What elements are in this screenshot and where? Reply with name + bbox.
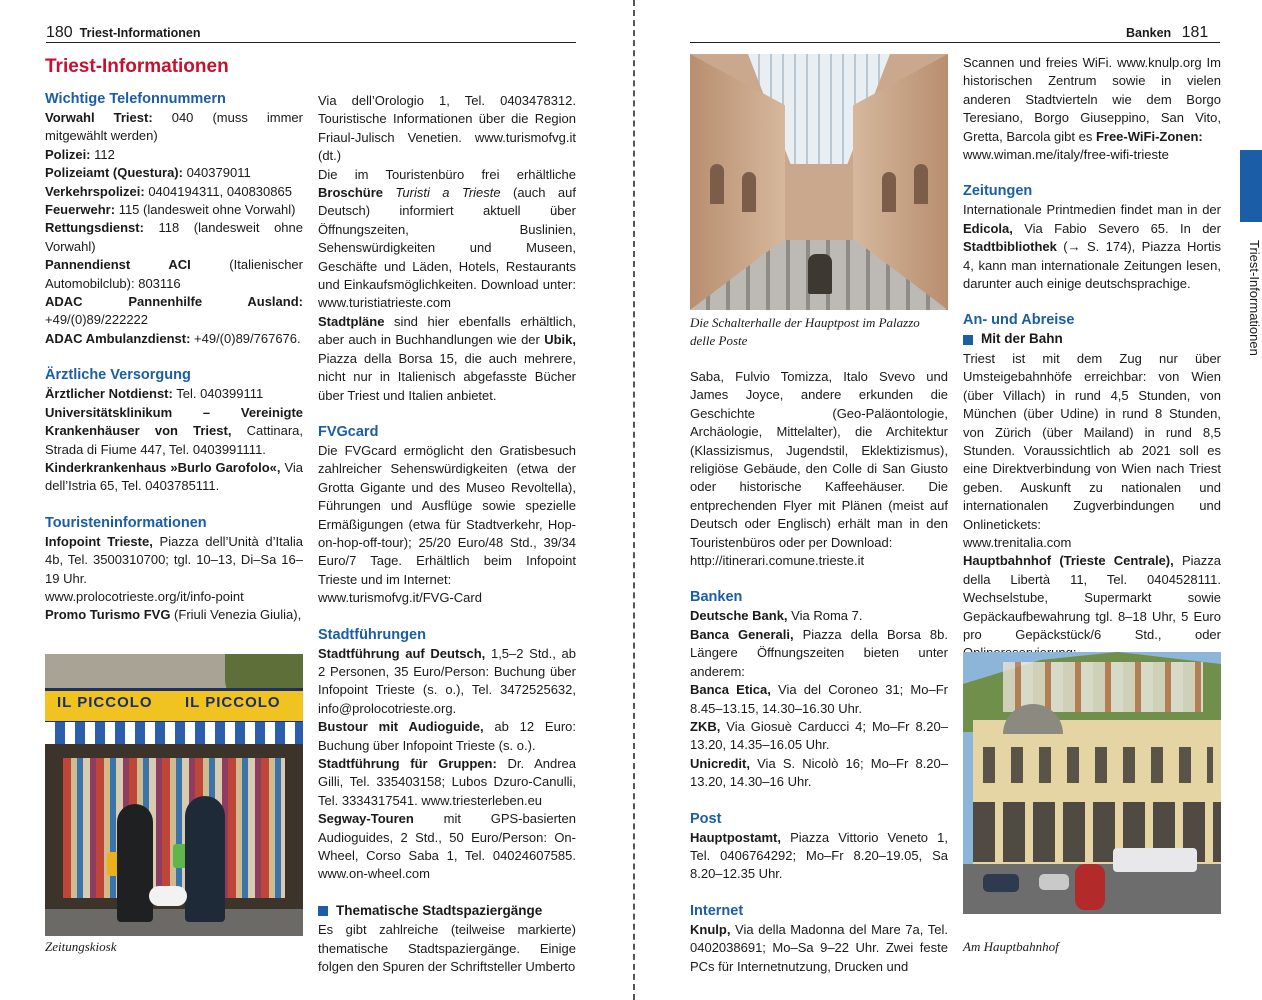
- kiosk-magazines: [63, 758, 285, 898]
- internet-continued: Scannen und freies WiFi. www.knulp.org Im historischen Zentrum sowie in vielen anderen Stadtvierteln wie dem Borgo Teresiano, Borgo Giuseppino, San Vito, Gretta, Barcola gibt es Free-WiFi-Zonen:: [963, 55, 1221, 144]
- kiosk-caption: Zeitungskiosk: [45, 939, 117, 954]
- phone-entry: Polizei: 112: [45, 146, 115, 162]
- phone-entry: Polizeiamt (Questura): 040379011: [45, 165, 251, 181]
- phone-entry: Vorwahl Triest: 040 (muss immer mitgewählt werden): [45, 110, 303, 144]
- kiosk-sign-text-2: IL PICCOLO: [185, 694, 281, 711]
- photo-car: [1039, 874, 1069, 890]
- phone-entry: Feuerwehr: 115 (landesweit ohne Vorwahl): [45, 202, 296, 218]
- post-hall-caption: Die Schalterhalle der Hauptpost im Palazzo delle Poste: [690, 315, 920, 348]
- station-windows: [983, 747, 1213, 783]
- phone-entry: Verkehrspolizei: 0404194311, 040830865: [45, 183, 292, 199]
- phone-entry: ADAC Ambulanzdienst: +49/(0)89/767676.: [45, 330, 301, 346]
- city-maps-paragraph: Stadtpläne sind hier ebenfalls erhältlich, aber auch in Buchhandlungen wie der Ubik, Piazza della Borsa 15, die auch mehrere, nicht nur in Italienisch abgefasste Bücher über Triest und Italien anbietet.: [318, 313, 576, 403]
- kiosk-sign-text: IL PICCOLO: [57, 694, 153, 711]
- hall-arch: [914, 164, 928, 204]
- medical-entry: Kinderkrankenhaus »Burlo Garofolo«, Via dell’Istria 65, Tel. 0403785111.: [45, 459, 303, 494]
- hall-arch: [882, 172, 896, 212]
- themed-walks-text: Es gibt zahlreiche (teilweise markierte) thematische Stadtspaziergänge. Einige folgen den Spuren der Schriftsteller Umberto: [318, 922, 576, 975]
- right-running-head: [1126, 24, 1208, 42]
- itinerari-url: http://itinerari.comune.trieste.it: [690, 553, 865, 569]
- photo-ground: [45, 909, 303, 936]
- bank-entry: Banca Generali, Piazza della Borsa 8b. Längere Öffnungszeiten bieten unter anderem:: [690, 626, 948, 679]
- train-text: Triest ist mit dem Zug nur über Umsteigebahnhöfe erreichbar: von Wien (über Villach) in rund 4,5 Stunden, von München (über Udine) in rund 8 Stunden, von Zürich (über Mailand) in rund 8,5 Stunden. Voraussichtlich ab 2021 soll es eine Direktverbindung von Wien nach Triest geben. Auskunft zu nationalen und internationalen Zugverbindungen und Onlinetickets:: [963, 350, 1221, 532]
- medical-heading: Ärztliche Versorgung: [45, 367, 191, 384]
- tour-entry: Stadtführung auf Deutsch, 1,5–2 Std., ab 2 Personen, 35 Euro/Person: Buchung über Infopoint Trieste (s. o.), Tel. 3472525632, info@prolocotrieste.org.: [318, 645, 576, 716]
- infopoint-url: www.prolocotrieste.org/it/info-point: [45, 588, 244, 604]
- phone-entry: ADAC Pannenhilfe Ausland: +49/(0)89/222222: [45, 294, 303, 328]
- head-rule-left: [46, 42, 576, 43]
- phone-heading: Wichtige Telefonnummern: [45, 91, 226, 107]
- running-head-title-left: Triest-Informationen: [79, 26, 201, 40]
- left-running-head: [46, 24, 201, 42]
- chapter-title: Triest-Informationen: [45, 56, 229, 77]
- post-heading: Post: [690, 810, 722, 827]
- photo-scooter: [1075, 864, 1105, 910]
- book-gutter: [633, 0, 635, 1000]
- infopoint-entry: Infopoint Trieste, Piazza dell’Unità d’Italia 4b, Tel. 3500310700; tgl. 10–13, Di–Sa 16–19 Uhr.: [45, 533, 304, 586]
- right-column-1: [690, 368, 948, 976]
- tour-entry: Bustour mit Audioguide, ab 12 Euro: Buchung über Infopoint Trieste (s. o.).: [318, 719, 577, 753]
- promo-entry: Promo Turismo FVG (Friuli Venezia Giulia),: [45, 607, 302, 623]
- kiosk-photo: [45, 654, 303, 936]
- post-entry: Hauptpostamt, Piazza Vittorio Veneto 1, Tel. 0406764292; Mo–Fr 8.20–19.05, Sa 8.20–12.35 Uhr.: [690, 829, 948, 882]
- hall-people: [808, 254, 832, 294]
- right-column-2: [963, 54, 1221, 681]
- bank-entry: Unicredit, Via S. Nicolò 16; Mo–Fr 8.20–13.20, 14.30–16 Uhr.: [690, 755, 948, 790]
- station-caption: Am Hauptbahnhof: [963, 939, 1059, 954]
- station-photo: [963, 652, 1221, 914]
- fvgcard-url: www.turismofvg.it/FVG-Card: [318, 590, 482, 606]
- newspapers-text: Internationale Printmedien findet man in der Edicola, Via Fabio Severo 65. In der Stadtbibliothek (→ S. 174), Piazza Hortis 4, kann man internationale Zeitungen lesen, darunter auch einige deutschsprachige.: [963, 202, 1221, 292]
- fvgcard-text: Die FVGcard ermöglicht den Gratisbesuch zahlreicher Sehenswürdigkeiten (etwa der Grotta Gigante und des Museo Revoltella), Führungen und Ausflüge sowie spezielle Ermäßigungen (etwa für Stadtverkehr, Hop-on-hop-off-tour); 25/20 Euro/48 Std., 39/34 Euro/7 Tage. Erhältlich beim Infopoint Trieste und im Internet:: [318, 442, 576, 587]
- chapter-side-label: Triest-Informationen: [1247, 240, 1262, 356]
- tourist-info-continued: Via dell’Orologio 1, Tel. 0403478312. Touristische Informationen über die Region Friaul-Julisch Venetien. www.turismofvg.it (dt.): [318, 93, 576, 164]
- chapter-thumb-tab: [1240, 150, 1262, 222]
- left-column-2: [318, 92, 576, 976]
- newspapers-heading: Zeitungen: [963, 183, 1033, 200]
- fvgcard-heading: FVGcard: [318, 423, 379, 440]
- by-train-subheading: Mit der Bahn: [963, 330, 1221, 348]
- photo-person: [185, 796, 225, 922]
- phone-entry: Rettungsdienst: 118 (landesweit ohne Vorwahl): [45, 220, 303, 254]
- internet-entry: Knulp, Via della Madonna del Mare 7a, Tel. 0402038691; Mo–Sa 9–22 Uhr. Zwei feste PCs für Internetnutzung, Drucken und: [690, 921, 948, 974]
- left-column-1: [45, 56, 303, 625]
- travel-heading: An- und Abreise: [963, 312, 1075, 329]
- square-bullet-icon: [318, 906, 328, 916]
- banks-heading: Banken: [690, 589, 743, 606]
- kiosk-awning: [45, 722, 303, 744]
- city-tours-heading: Stadtführungen: [318, 626, 426, 643]
- photo-dog: [149, 886, 187, 906]
- bank-entry: Banca Etica, Via del Coroneo 31; Mo–Fr 8.45–13.15, 14.30–16.30 Uhr.: [690, 682, 948, 716]
- head-rule-right: [690, 42, 1220, 43]
- hall-arch: [710, 164, 724, 204]
- photo-bus: [1113, 848, 1197, 872]
- bank-entry: Deutsche Bank, Via Roma 7.: [690, 608, 863, 624]
- internet-heading: Internet: [690, 902, 744, 919]
- main-station-entry: Hauptbahnhof (Trieste Centrale), Piazza della Libertà 11, Tel. 0404528111. Wechselstube, Supermarkt sowie Gepäckaufbewahrung tgl. 8–18 Uhr, 5 Euro pro Gepäckstück/6 Std., oder: [963, 553, 1221, 642]
- page-number-right: 181: [1181, 24, 1209, 41]
- medical-entry: Universitätsklinikum – Vereinigte Krankenhäuser von Triest, Cattinara, Strada di Fiume 447, Tel. 0403991111.: [45, 404, 303, 457]
- phone-entry: Pannendienst ACI (Italienischer Automobilclub): 803116: [45, 257, 303, 291]
- square-bullet-icon: [963, 335, 973, 345]
- themed-walks-subheading: Thematische Stadtspaziergänge: [318, 902, 576, 920]
- tourist-info-heading: Touristeninformationen: [45, 514, 207, 531]
- tour-entry: Segway-Touren mit GPS-basierten Audioguides, 2 Std., 50 Euro/Person: On-Wheel, Corso Saba 1, Tel. 04024607585. www.on-wheel.com: [318, 811, 576, 882]
- page-number-left: 180: [46, 24, 73, 41]
- bank-entry: ZKB, Via Giosuè Carducci 4; Mo–Fr 8.20–13.20, 14.35–16.05 Uhr.: [690, 718, 948, 753]
- trenitalia-url: www.trenitalia.com: [963, 534, 1072, 550]
- hall-arch: [742, 172, 756, 212]
- brochure-paragraph: Die im Touristenbüro frei erhältliche Broschüre Turisti a Trieste (auch auf Deutsch) informiert aktuell über Öffnungszeiten, Buslinien, Sehenswürdigkeiten und Museen, Geschäfte und Läden, Hotels, Restaurants und Einkaufsmöglichkeiten. Download unter: www.turistiatrieste.com: [318, 166, 576, 311]
- running-head-title-right: Banken: [1126, 26, 1172, 40]
- right-page: [636, 0, 1262, 1000]
- post-hall-photo: [690, 54, 948, 310]
- wifi-url: www.wiman.me/italy/free-wifi-trieste: [963, 147, 1169, 163]
- photo-car: [983, 874, 1019, 892]
- tour-entry: Stadtführung für Gruppen: Dr. Andrea Gilli, Tel. 335403158; Lubos Dzuro-Canulli, Tel. 3334317541. www.triesterleben.eu: [318, 756, 576, 808]
- themed-walks-continued: Saba, Fulvio Tomizza, Italo Svevo und James Joyce, andere erkunden die Geschichte (Geo-Paläontologie, Archäologie, Mittelalter), die Architektur (Klassizismus, Jugendstil, Eklektizismus), religiöse Gebäude, den Colle di San Giusto oder historische Kaffeehäuser. Die entprechenden Flyer mit Plänen (meist auf Deutsch oder Englisch) erhält man in den Touristenbüros oder per Download:: [690, 369, 948, 550]
- medical-entry: Ärztlicher Notdienst: Tel. 040399111: [45, 386, 264, 402]
- photo-person: [117, 804, 153, 922]
